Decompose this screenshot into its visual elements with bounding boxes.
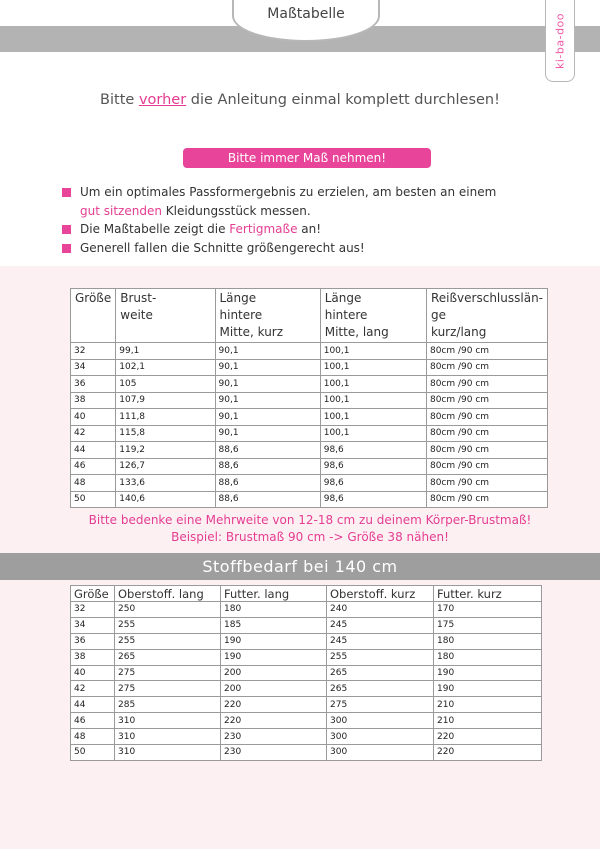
table-cell: 88,6 — [215, 491, 320, 508]
table-cell: 200 — [221, 665, 327, 681]
column-header: Futter. lang — [221, 586, 327, 602]
table-cell: 98,6 — [320, 458, 426, 475]
table-cell: 80cm /90 cm — [426, 458, 547, 475]
table-cell: 48 — [71, 475, 116, 492]
note-line: Beispiel: Brustmaß 90 cm -> Größe 38 nähen! — [171, 530, 449, 544]
table-cell: 111,8 — [116, 409, 215, 426]
table-cell: 310 — [115, 729, 221, 745]
table-row — [71, 458, 548, 475]
table-cell: 180 — [434, 633, 542, 649]
fabric-table — [70, 585, 542, 761]
table-row — [71, 681, 542, 697]
table-cell: 90,1 — [215, 409, 320, 426]
table-cell: 133,6 — [116, 475, 215, 492]
table-cell: 220 — [221, 713, 327, 729]
table-cell: 190 — [434, 681, 542, 697]
table-cell: 180 — [221, 602, 327, 618]
table-cell: 40 — [71, 409, 116, 426]
measure-banner: Bitte immer Maß nehmen! — [183, 148, 431, 168]
intro-text — [0, 92, 600, 108]
table-cell: 48 — [71, 729, 115, 745]
table-cell: 265 — [327, 665, 434, 681]
table-cell: 38 — [71, 392, 116, 409]
table-cell: 34 — [71, 359, 116, 376]
table-cell: 80cm /90 cm — [426, 343, 547, 360]
table-cell: 42 — [71, 681, 115, 697]
column-header: Größe — [71, 586, 115, 602]
table-cell: 38 — [71, 649, 115, 665]
table-header-row — [71, 289, 548, 343]
list-item — [62, 220, 532, 239]
table-row — [71, 491, 548, 508]
table-row — [71, 359, 548, 376]
table-cell: 88,6 — [215, 442, 320, 459]
table-cell: 90,1 — [215, 425, 320, 442]
table-cell: 40 — [71, 665, 115, 681]
table-cell: 100,1 — [320, 376, 426, 393]
column-header: Oberstoff. kurz — [327, 586, 434, 602]
table-cell: 200 — [221, 681, 327, 697]
table-cell: 98,6 — [320, 491, 426, 508]
table-header-row — [71, 586, 542, 602]
table-row — [71, 392, 548, 409]
tip-highlight: Fertigmaße — [229, 222, 298, 236]
table-cell: 210 — [434, 697, 542, 713]
table-cell: 80cm /90 cm — [426, 442, 547, 459]
table-cell: 255 — [115, 633, 221, 649]
table-cell: 175 — [434, 617, 542, 633]
table-row — [71, 409, 548, 426]
table-cell: 255 — [115, 617, 221, 633]
table-cell: 90,1 — [215, 392, 320, 409]
table-row — [71, 343, 548, 360]
table-cell: 180 — [434, 649, 542, 665]
tip-text: Generell fallen die Schnitte größengerecht aus! — [80, 240, 365, 255]
column-header: Futter. kurz — [434, 586, 542, 602]
table-cell: 300 — [327, 713, 434, 729]
table-cell: 36 — [71, 376, 116, 393]
table-cell: 36 — [71, 633, 115, 649]
table-cell: 42 — [71, 425, 116, 442]
table-cell: 80cm /90 cm — [426, 359, 547, 376]
table-cell: 46 — [71, 458, 116, 475]
table-cell: 88,6 — [215, 458, 320, 475]
table-cell: 90,1 — [215, 359, 320, 376]
intro-after: die Anleitung einmal komplett durchlesen! — [186, 92, 500, 108]
table-cell: 44 — [71, 442, 116, 459]
table-cell: 250 — [115, 602, 221, 618]
table-cell: 32 — [71, 343, 116, 360]
table-cell: 99,1 — [116, 343, 215, 360]
page-title: Maßtabelle — [267, 6, 345, 22]
table-cell: 220 — [221, 697, 327, 713]
table-cell: 275 — [115, 665, 221, 681]
table-cell: 100,1 — [320, 392, 426, 409]
intro-link: vorher — [138, 92, 187, 108]
table-row — [71, 729, 542, 745]
table-cell: 285 — [115, 697, 221, 713]
table-row — [71, 665, 542, 681]
table-cell: 190 — [434, 665, 542, 681]
tip-text: Die Maßtabelle zeigt die — [80, 222, 230, 236]
table-cell: 119,2 — [116, 442, 215, 459]
table-cell: 90,1 — [215, 343, 320, 360]
fabric-section-title: Stoffbedarf bei 140 cm — [0, 553, 600, 580]
table-cell: 46 — [71, 713, 115, 729]
table-cell: 170 — [434, 602, 542, 618]
table-cell: 255 — [327, 649, 434, 665]
table-cell: 190 — [221, 633, 327, 649]
table-row — [71, 633, 542, 649]
table-cell: 80cm /90 cm — [426, 376, 547, 393]
table-cell: 240 — [327, 602, 434, 618]
table-cell: 275 — [327, 697, 434, 713]
table-cell: 34 — [71, 617, 115, 633]
table-row — [71, 475, 548, 492]
table-cell: 44 — [71, 697, 115, 713]
table-cell: 88,6 — [215, 475, 320, 492]
list-item-continuation — [62, 202, 532, 221]
table-cell: 50 — [71, 491, 116, 508]
table-cell: 275 — [115, 681, 221, 697]
table-cell: 50 — [71, 745, 115, 761]
table-cell: 98,6 — [320, 475, 426, 492]
tips-list — [62, 183, 532, 257]
table-cell: 90,1 — [215, 376, 320, 393]
column-header: Reißverschlusslän- ge kurz/lang — [426, 289, 547, 343]
table-row — [71, 649, 542, 665]
table-cell: 80cm /90 cm — [426, 392, 547, 409]
table-row — [71, 617, 542, 633]
table-cell: 98,6 — [320, 442, 426, 459]
tip-text: an! — [297, 222, 322, 236]
table-cell: 245 — [327, 617, 434, 633]
table-cell: 80cm /90 cm — [426, 491, 547, 508]
table-cell: 265 — [327, 681, 434, 697]
table-cell: 80cm /90 cm — [426, 409, 547, 426]
table-cell: 230 — [221, 745, 327, 761]
table-cell: 80cm /90 cm — [426, 475, 547, 492]
ease-note — [0, 512, 600, 546]
column-header: Größe — [71, 289, 116, 343]
table-row — [71, 376, 548, 393]
tip-text: Kleidungsstück messen. — [161, 203, 311, 218]
table-cell: 126,7 — [116, 458, 215, 475]
column-header: Länge hintere Mitte, kurz — [215, 289, 320, 343]
table-cell: 210 — [434, 713, 542, 729]
table-cell: 105 — [116, 376, 215, 393]
table-row — [71, 425, 548, 442]
table-cell: 190 — [221, 649, 327, 665]
list-item — [62, 183, 532, 202]
table-cell: 32 — [71, 602, 115, 618]
table-cell: 107,9 — [116, 392, 215, 409]
table-cell: 100,1 — [320, 343, 426, 360]
note-line: Bitte bedenke eine Mehrweite von 12-18 cm zu deinem Körper-Brustmaß! — [88, 513, 532, 527]
table-cell: 100,1 — [320, 409, 426, 426]
brand-logo — [545, 0, 575, 82]
table-cell: 300 — [327, 745, 434, 761]
tip-highlight: gut sitzenden — [80, 203, 162, 218]
table-cell: 245 — [327, 633, 434, 649]
column-header: Brust- weite — [116, 289, 215, 343]
table-cell: 300 — [327, 729, 434, 745]
table-cell: 140,6 — [116, 491, 215, 508]
table-cell: 100,1 — [320, 425, 426, 442]
list-item — [62, 239, 532, 258]
table-cell: 102,1 — [116, 359, 215, 376]
table-row — [71, 697, 542, 713]
table-cell: 230 — [221, 729, 327, 745]
logo-text: ki-ba-doo — [553, 12, 567, 69]
table-cell: 100,1 — [320, 359, 426, 376]
intro-before: Bitte — [100, 92, 139, 108]
table-cell: 220 — [434, 745, 542, 761]
size-table — [70, 288, 548, 508]
table-cell: 115,8 — [116, 425, 215, 442]
table-cell: 220 — [434, 729, 542, 745]
tip-text: Um ein optimales Passformergebnis zu erzielen, am besten an einem — [80, 185, 497, 199]
table-cell: 265 — [115, 649, 221, 665]
table-row — [71, 745, 542, 761]
table-row — [71, 713, 542, 729]
table-cell: 185 — [221, 617, 327, 633]
table-cell: 310 — [115, 713, 221, 729]
table-cell: 80cm /90 cm — [426, 425, 547, 442]
column-header: Oberstoff. lang — [115, 586, 221, 602]
table-row — [71, 442, 548, 459]
table-row — [71, 602, 542, 618]
table-cell: 310 — [115, 745, 221, 761]
column-header: Länge hintere Mitte, lang — [320, 289, 426, 343]
